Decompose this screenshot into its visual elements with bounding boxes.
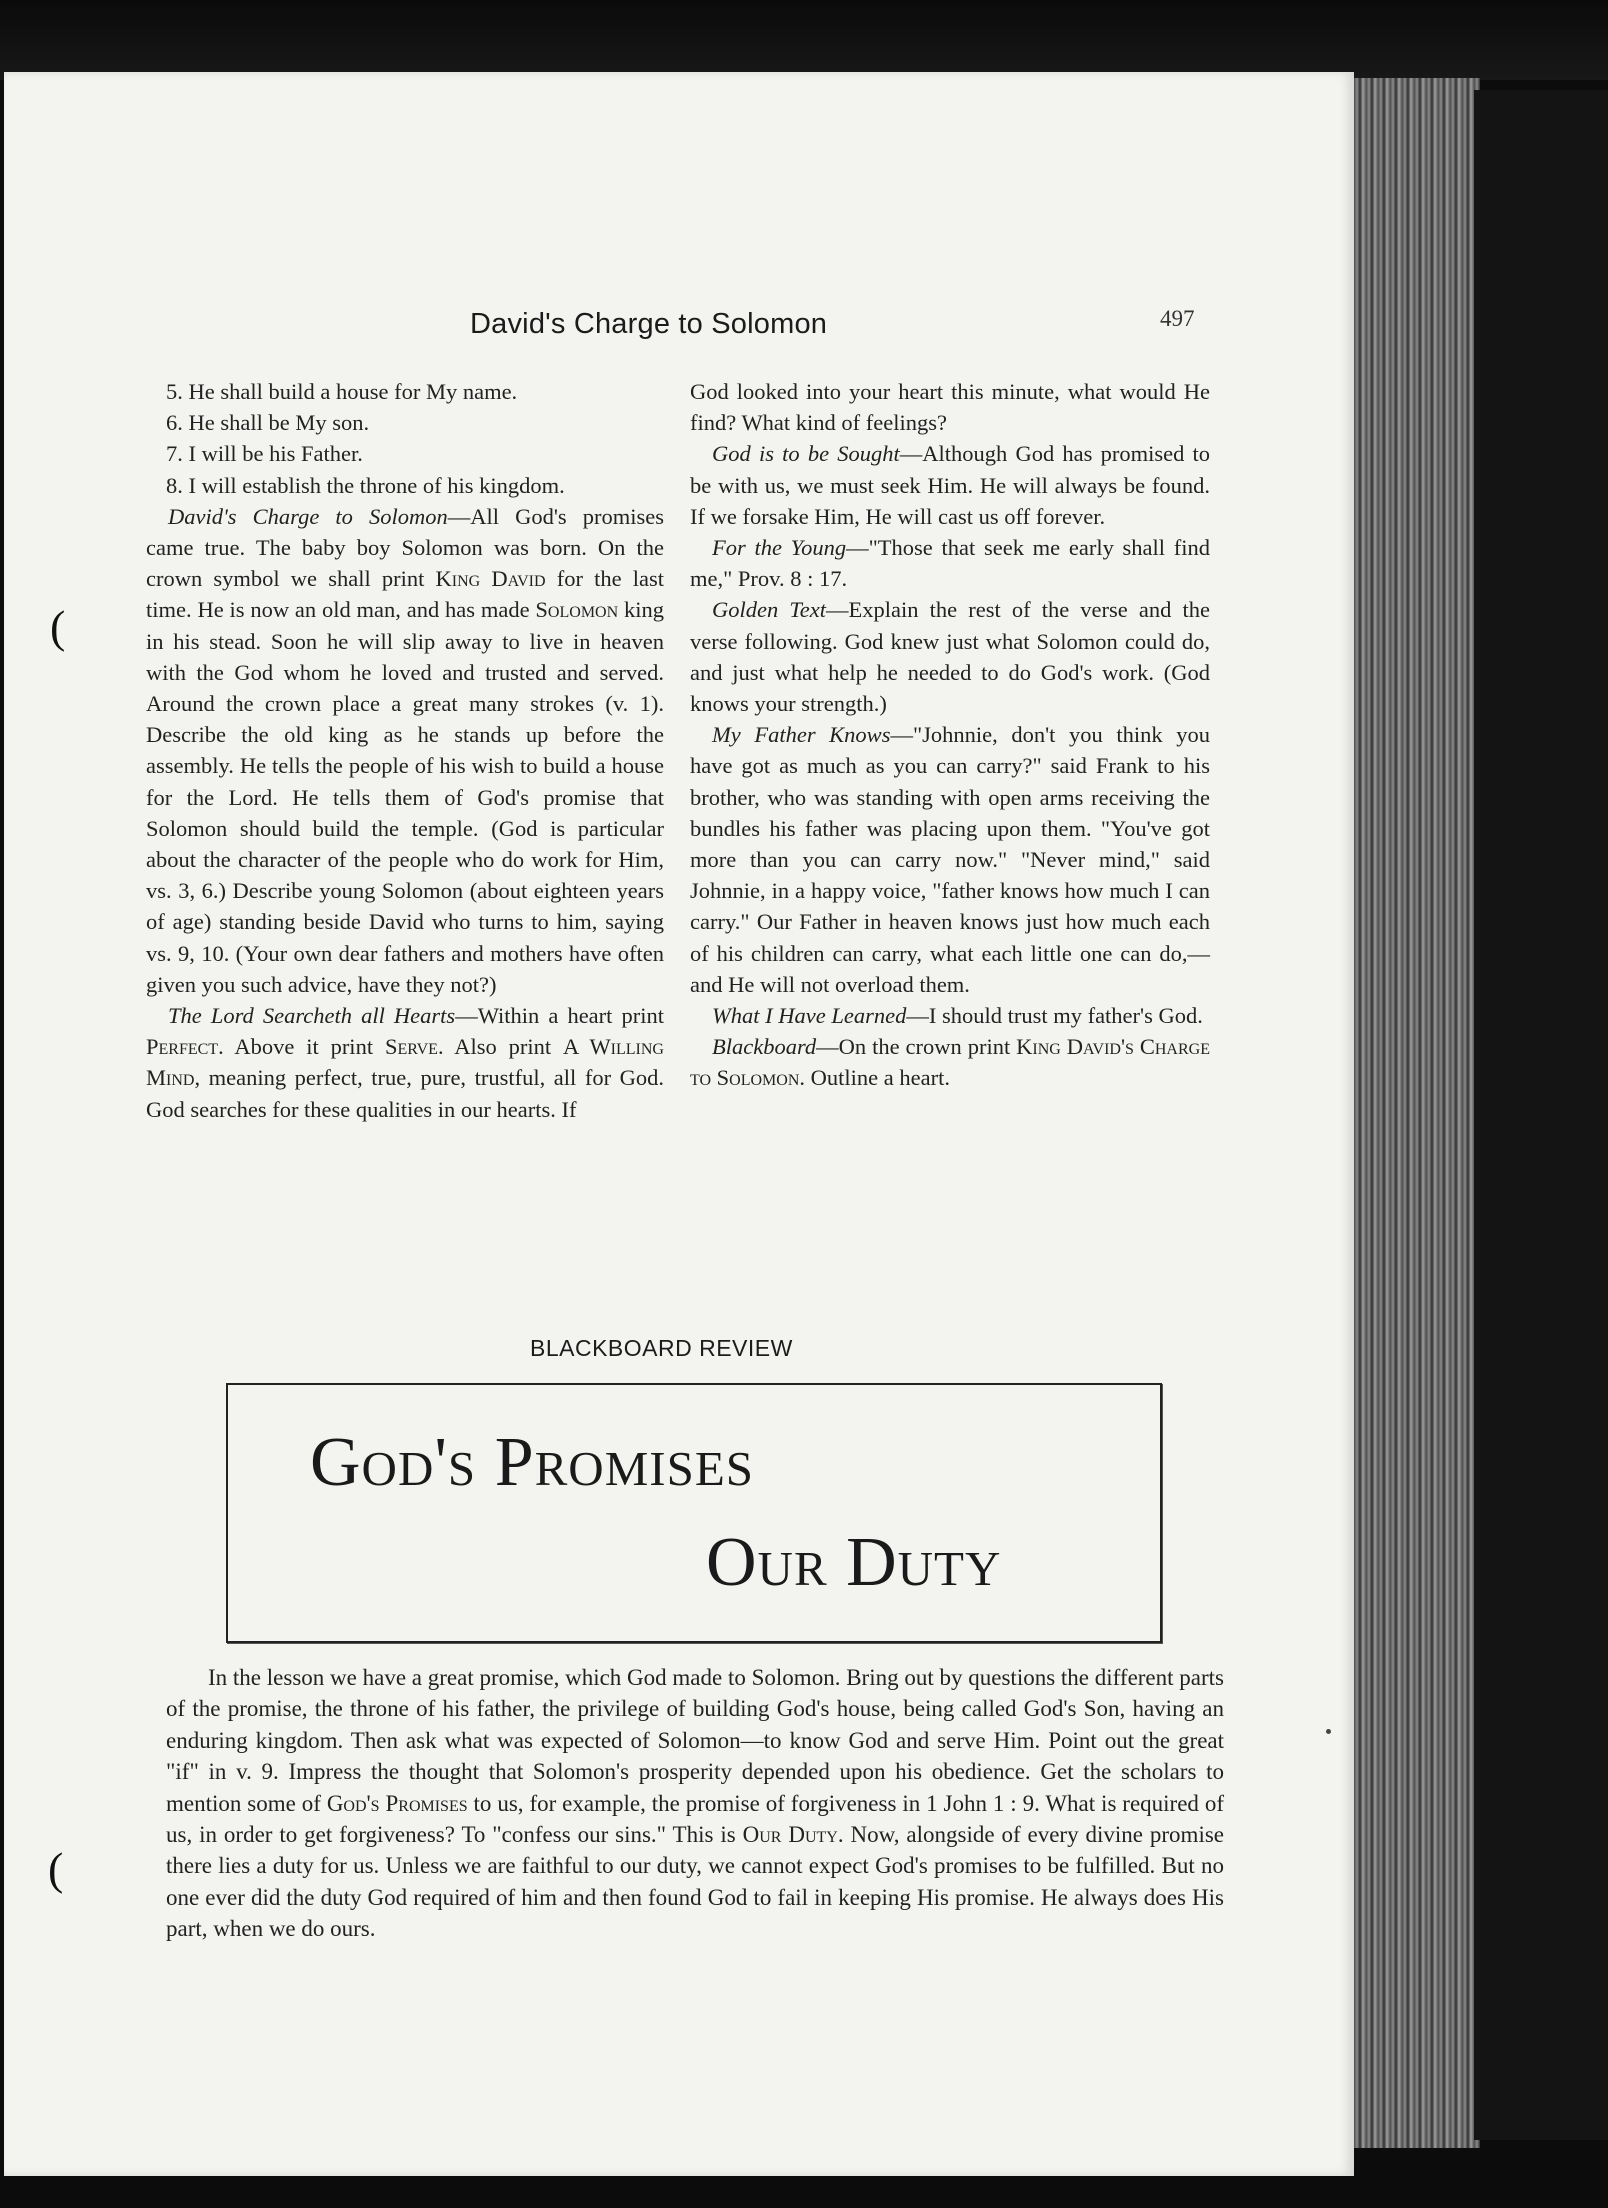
book-page-edges: [1354, 78, 1480, 2148]
paragraph-continuation: God looked into your heart this minute, what would He find? What kind of feelings?: [690, 379, 1210, 436]
paragraph-heading: God is to be Sought: [712, 441, 900, 467]
book-edge-shadow: [1474, 90, 1608, 2140]
page-number: 497: [1160, 306, 1195, 331]
paragraph-god-sought: God is to be Sought—Although God has promised to be with us, we must seek Him. He will always be found. If we forsake Him, He will cast us off forever.: [690, 441, 1211, 529]
top-shadow: [0, 0, 1608, 80]
promise-item-5: 5. He shall build a house for My name.: [166, 379, 518, 404]
promise-item-6: 6. He shall be My son.: [166, 410, 370, 436]
paragraph-for-young: For the Young—"Those that seek me early shall find me," Prov. 8 : 17.: [690, 535, 1210, 592]
blackboard-line-duty: Our Duty: [706, 1524, 1002, 1601]
blackboard-line-promises: God's Promises: [310, 1424, 755, 1501]
running-header-title: David's Charge to Solomon: [470, 308, 828, 340]
paragraph-learned: What I Have Learned—I should trust my father's God.: [712, 1003, 1203, 1029]
blackboard-box: [226, 1383, 1162, 1643]
paragraph-father-knows: My Father Knows—"Johnnie, don't you think you have got as much as you can carry?" said Frank to his brother, who was standing with open arms receiving the bundles his father was placing upon them. "You've got more than you can carry now." "Never mind," said Johnnie, in a happy voice, "father knows how much I can carry." Our Father in heaven knows just how much each of his children can carry, what each little one can do,—and He will not overload them.: [690, 722, 1210, 997]
promise-item-8: 8. I will establish the throne of his kingdom.: [166, 472, 565, 498]
promise-item-7: 7. I will be his Father.: [166, 441, 363, 467]
paragraph-heading: Golden Text: [712, 597, 827, 623]
paragraph-heading: What I Have Learned: [712, 1003, 907, 1029]
paragraph-blackboard: Blackboard—On the crown print King David's Charge to Solomon. Outline a heart.: [690, 1034, 1210, 1091]
margin-bracket-mark: (: [48, 1843, 64, 1894]
blackboard-review-heading: BLACKBOARD REVIEW: [530, 1335, 793, 1361]
margin-bracket-mark: (: [50, 601, 66, 652]
paragraph-heading: David's Charge to Solomon: [168, 503, 448, 529]
paragraph-golden-text: Golden Text—Explain the rest of the verse and the verse following. God knew just what Solomon could do, and just what help he needed to do God's work. (God knows your strength.): [690, 597, 1210, 717]
paragraph-heading: For the Young: [712, 535, 847, 561]
paragraph-heading: The Lord Searcheth all Hearts: [168, 1003, 456, 1029]
paragraph-davids-charge: David's Charge to Solomon—All God's promises came true. The baby boy Solomon was born. On the crown symbol we shall print King David for the last time. He is now an old man, and has made Solomon king in his stead. Soon he will slip away to live in heaven with the God whom he loved and trusted and served. Around the crown place a great many strokes (v. 1). Describe the old king as he stands up before the assembly. He tells the people of his wish to build a house for the Lord. He tells them of God's promise that Solomon should build the temple. (God is particular about the character of the people who do work for Him, vs. 3, 6.) Describe young Solomon (about eighteen years of age) standing beside David who turns to him, saying vs. 9, 10. (Your own dear fathers and mothers have often given you such advice, have they not?): [146, 503, 664, 997]
left-column: [146, 376, 664, 1125]
paragraph-lord-searcheth: The Lord Searcheth all Hearts—Within a heart print Perfect. Above it print Serve. Also print A Willing Mind, meaning perfect, true, pure, trustful, all for God. God searches for these qualities in our hearts. If: [146, 1003, 664, 1122]
margin-dot-mark: [1326, 1729, 1331, 1734]
right-column: [690, 376, 1210, 1094]
paragraph-heading: My Father Knows: [712, 722, 891, 748]
paragraph-heading: Blackboard: [712, 1034, 817, 1060]
review-paragraph: In the lesson we have a great promise, which God made to Solomon. Bring out by questions the different parts of the promise, the throne of his father, the privilege of building God's house, being called God's Son, having an enduring kingdom. Then ask what was expected of Solomon—to know God and serve Him. Point out the great "if" in v. 9. Impress the thought that Solomon's prosperity depended upon his obedience. Get the scholars to mention some of God's Promises to us, for example, the promise of forgiveness in 1 John 1 : 9. What is required of us, in order to get forgiveness? To "confess our sins." This is Our Duty. Now, alongside of every divine promise there lies a duty for us. Unless we are faithful to our duty, we cannot expect God's promises to be fulfilled. But no one ever did the duty God required of him and then found God to fail in keeping His promise. He always does His part, when we do ours.: [166, 1665, 1224, 1942]
